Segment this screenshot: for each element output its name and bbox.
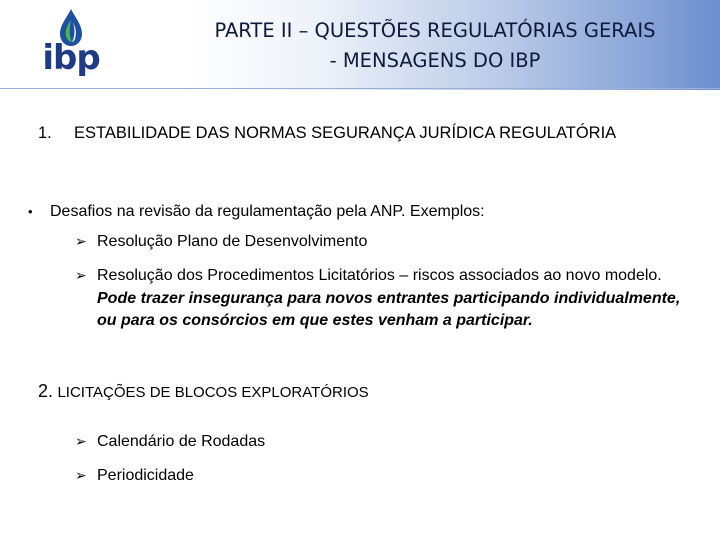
list-item-main-text: Resolução dos Procedimentos Licitatórios – riscos associados ao novo modelo.	[97, 267, 662, 284]
bullet-text: Desafios na revisão da regulamentação pela ANP. Exemplos:	[50, 203, 485, 220]
logo-text: ibp	[42, 38, 100, 78]
section-2-number: 2.	[38, 381, 54, 401]
list-item-text: Calendário de Rodadas	[97, 433, 266, 450]
list-item-text: Periodicidade	[97, 467, 194, 484]
section-1-title: ESTABILIDADE DAS NORMAS SEGURANÇA JURÍDICA REGULATÓRIA	[74, 124, 617, 142]
section-1-number: 1.	[38, 124, 52, 142]
page-title	[150, 16, 720, 76]
title-line-2: - MENSAGENS DO IBP	[329, 49, 541, 72]
list-item-text: Resolução Plano de Desenvolvimento	[97, 233, 368, 250]
arrow-bullet-icon: ➢	[75, 234, 87, 250]
title-line-1: PARTE II – QUESTÕES REGULATÓRIAS GERAIS	[214, 19, 656, 42]
list-item-text	[97, 265, 685, 333]
bullet-dot-icon: •	[28, 204, 33, 219]
section-2-title: LICITAÇÕES DE BLOCOS EXPLORATÓRIOS	[57, 384, 369, 401]
section-2-heading	[38, 381, 369, 402]
ibp-logo	[36, 6, 106, 84]
arrow-bullet-icon: ➢	[75, 468, 87, 484]
list-item-emphasis: Pode trazer insegurança para novos entrantes participando individualmente, ou para os consórcios em que estes venham a participar.	[97, 289, 681, 330]
arrow-bullet-icon: ➢	[75, 268, 87, 284]
header-divider	[0, 88, 720, 89]
arrow-bullet-icon: ➢	[75, 434, 87, 450]
